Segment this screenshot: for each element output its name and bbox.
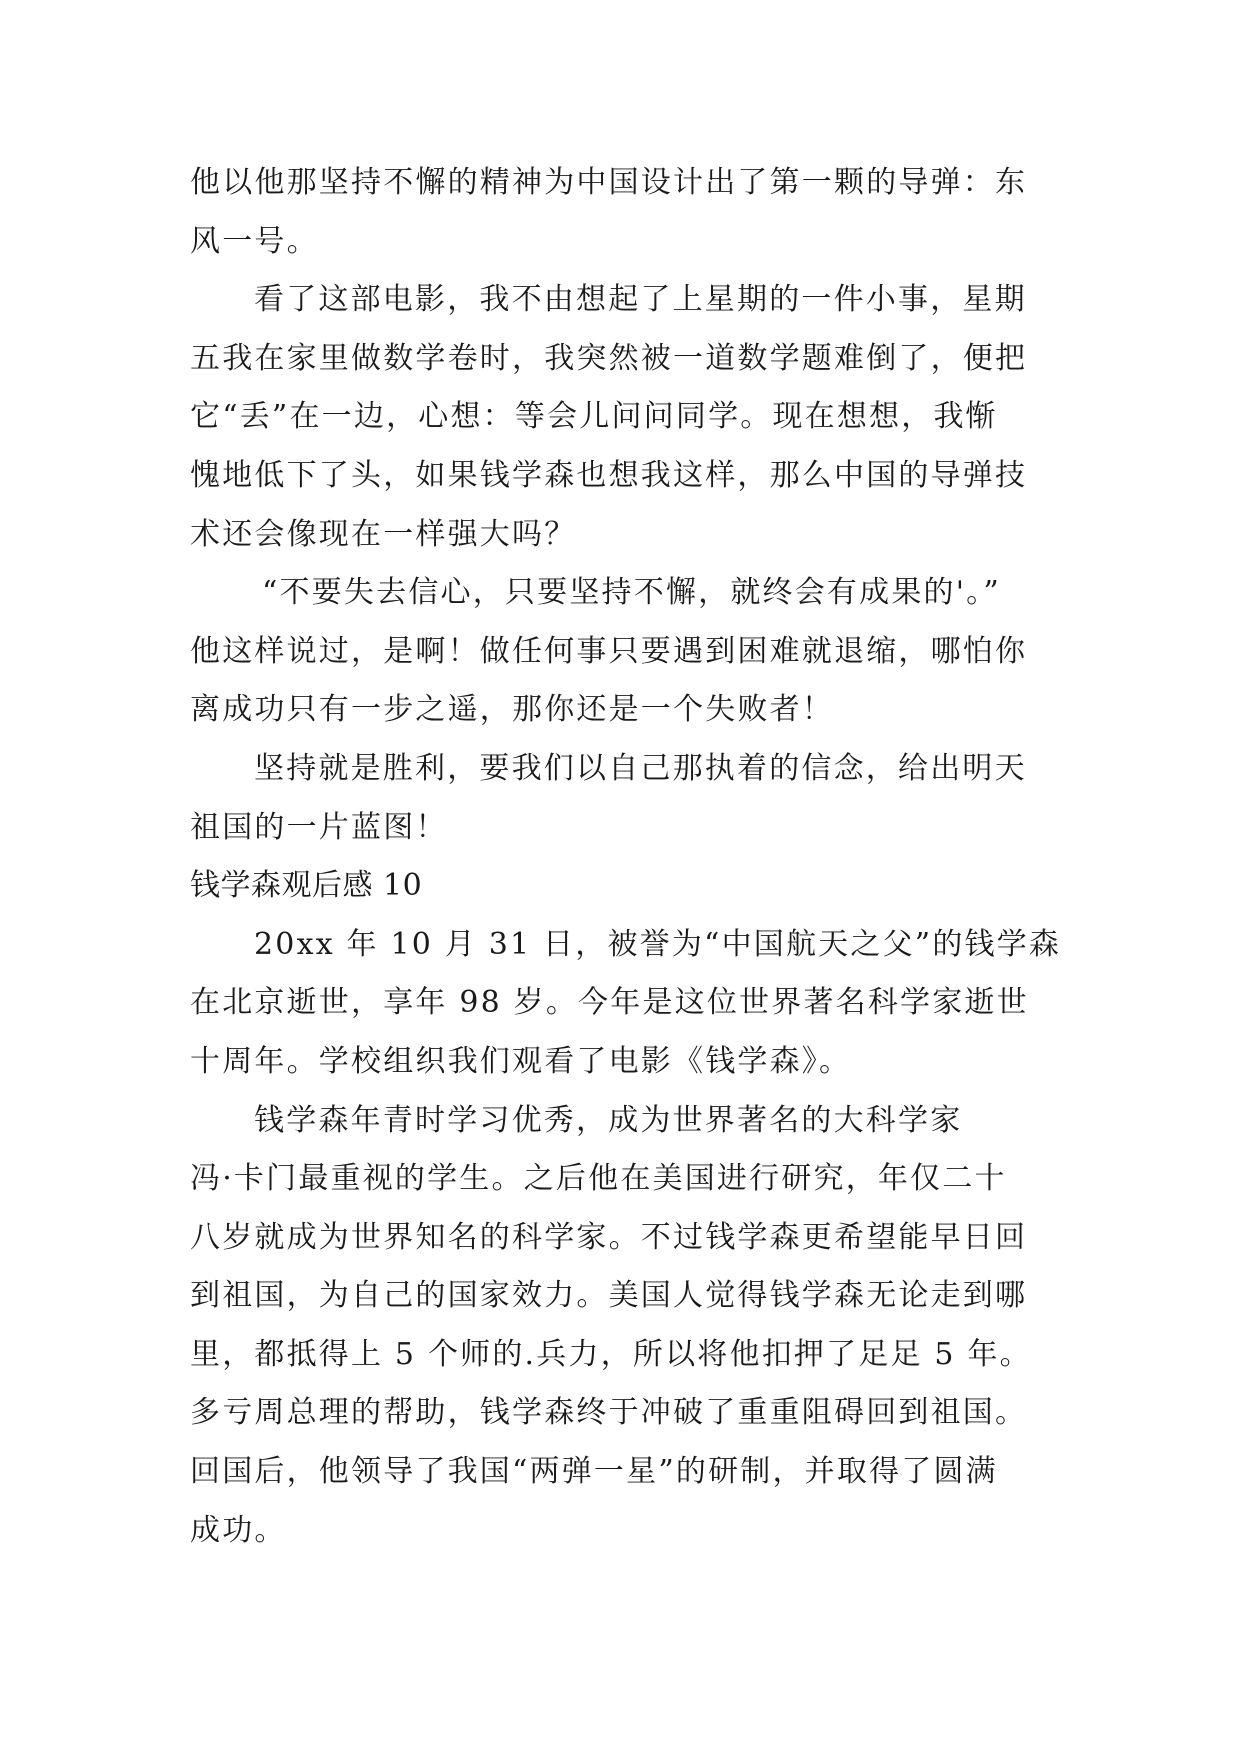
paragraph-start: 20xx 年 10 月 31 日，被誉为“中国航天之父”的钱学森 bbox=[254, 926, 1062, 962]
paragraph-start: 坚持就是胜利，要我们以自己那执着的信念，给出明天 bbox=[254, 750, 1027, 786]
document-body bbox=[190, 154, 1060, 1560]
text-line: 回国后，他领导了我国“两弹一星”的研制，并取得了圆满 bbox=[190, 1454, 998, 1490]
text-line: 十周年。学校组织我们观看了电影《钱学森》。 bbox=[190, 1043, 852, 1079]
text-line: 到祖国，为自己的国家效力。美国人觉得钱学森无论走到哪 bbox=[190, 1278, 1028, 1314]
text-line: 在北京逝世，享年 98 岁。今年是这位世界著名科学家逝世 bbox=[190, 985, 1029, 1021]
text-line: 里，都抵得上 5 个师的.兵力，所以将他扣押了足足 5 年。 bbox=[190, 1336, 1032, 1372]
text-line: 冯·卡门最重视的学生。之后他在美国进行研究，年仅二十 bbox=[190, 1161, 1007, 1197]
text-line: 离成功只有一步之遥，那你还是一个失败者！ bbox=[190, 692, 834, 728]
paragraph-start: 钱学森年青时学习优秀，成为世界著名的大科学家 bbox=[254, 1102, 963, 1138]
paragraph-start: 看了这部电影，我不由想起了上星期的一件小事，星期 bbox=[254, 282, 1027, 318]
text-line: 他以他那坚持不懈的精神为中国设计出了第一颗的导弹：东 bbox=[190, 165, 1028, 200]
section-heading: 钱学森观后感 10 bbox=[190, 868, 423, 904]
text-line: 他这样说过，是啊！做任何事只要遇到困难就退缩，哪怕你 bbox=[190, 633, 1028, 669]
text-line: 成功。 bbox=[190, 1512, 287, 1548]
text-line: 五我在家里做数学卷时，我突然被一道数学题难倒了，便把 bbox=[190, 340, 1028, 376]
text-line: 风一号。 bbox=[190, 223, 319, 259]
text-line: 它“丢”在一边，心想：等会儿问问同学。现在想想，我惭 bbox=[190, 399, 998, 435]
text-line: 术还会像现在一样强大吗？ bbox=[190, 516, 577, 552]
text-line: 八岁就成为世界知名的科学家。不过钱学森更希望能早日回 bbox=[190, 1219, 1028, 1255]
quote-line: “不要失去信心，只要坚持不懈，就终会有成果的'。” bbox=[262, 575, 1001, 611]
text-line: 愧地低下了头，如果钱学森也想我这样，那么中国的导弹技 bbox=[190, 457, 1028, 493]
text-line: 祖国的一片蓝图！ bbox=[190, 809, 448, 845]
text-line: 多亏周总理的帮助，钱学森终于冲破了重重阻碍回到祖国。 bbox=[190, 1395, 1028, 1431]
